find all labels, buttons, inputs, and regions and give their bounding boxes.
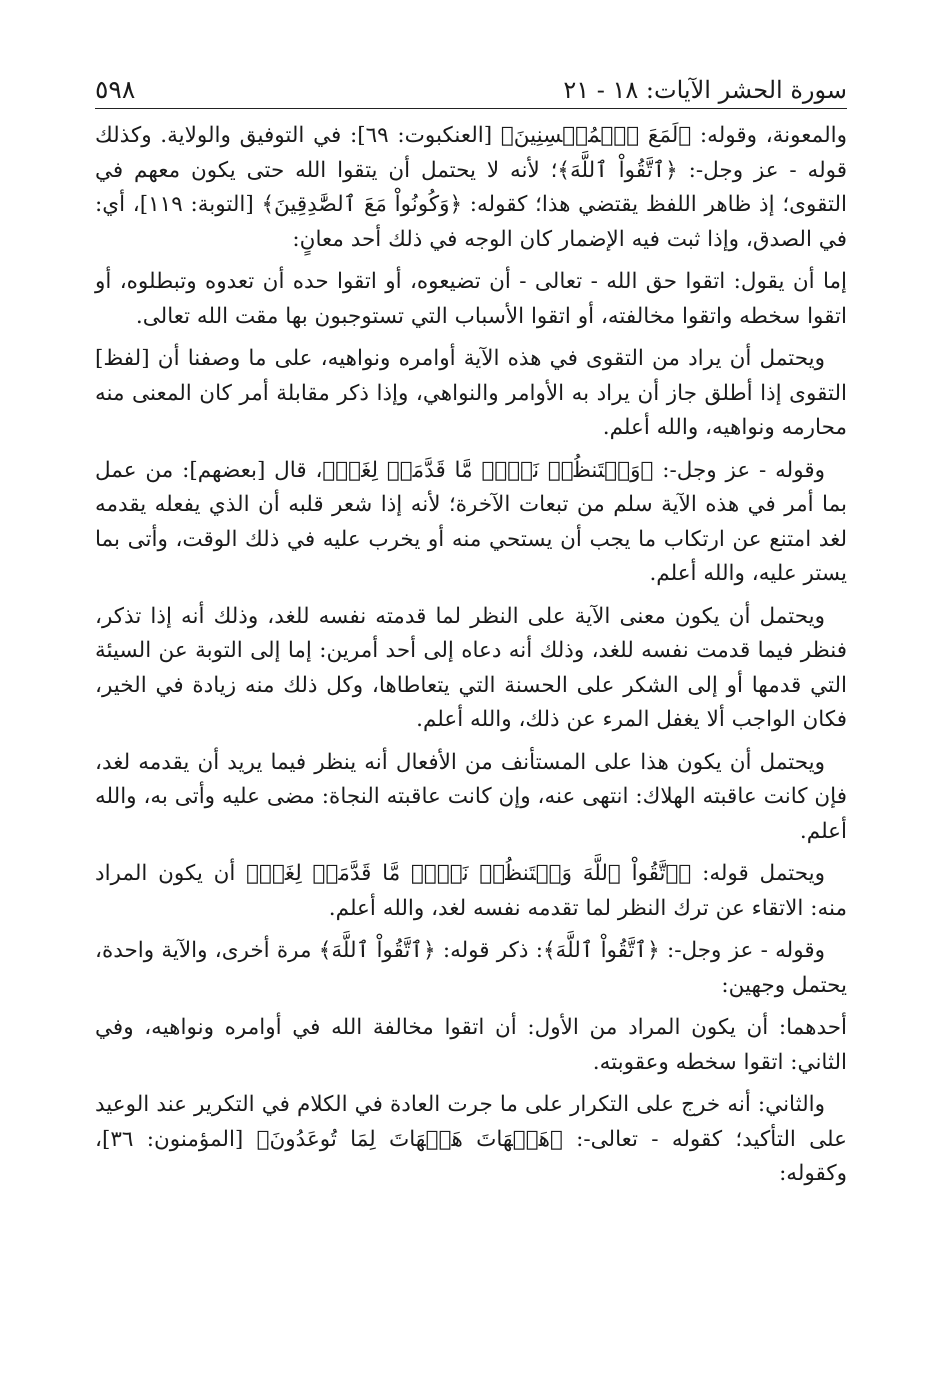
paragraph: ويحتمل أن يكون هذا على المستأنف من الأفعال أنه ينظر فيما يريد أن يقدمه لغد، فإن كانت عاقبته الهلاك: انتهى عنه، وإن كانت عاقبته النجاة: مضى عليه وأتى به، والله أعلم.: [95, 749, 847, 844]
surah-title: سورة الحشر الآيات: ١٨ - ٢١: [563, 76, 847, 104]
paragraph: وقوله - عز وجل-: ﴿ٱتَّقُواْ ٱللَّهَ﴾: ذكر قوله: ﴿ٱتَّقُواْ ٱللَّهَ﴾ مرة أخرى، والآية واحدة، يحتمل وجهين:: [95, 938, 847, 998]
paragraph: ويحتمل قوله: ﴿ٱتَّقُواْ ٱللَّهَ وَلۡتَنظُرۡ نَفۡسٞ مَّا قَدَّمَتۡ لِغَدٖ﴾ أن يكون المراد منه: الاتقاء عن ترك النظر لما تقدمه نفسه لغد، والله أعلم.: [95, 861, 847, 921]
paragraph: ويحتمل أن يراد من التقوى في هذه الآية أوامره ونواهيه، على ما وصفنا أن [لفظ] التقوى إذا أطلق جاز أن يراد به الأوامر والنواهي، وإذا ذكر مقابلة أمر كان المعنى منه محارمه ونواهيه، والله أعلم.: [95, 346, 847, 440]
paragraph: والمعونة، وقوله: ﴿لَمَعَ ٱلۡمُحۡسِنِينَ﴾ [العنكبوت: ٦٩]: في التوفيق والولاية. وكذلك قوله - عز وجل-: ﴿ٱتَّقُواْ ٱللَّهَ﴾؛ لأنه لا يحتمل أن يتقوا الله حتى يكون معهم في التقوى؛ إذ ظاهر اللفظ يقتضي هذا؛ كقوله: ﴿وَكُونُواْ مَعَ ٱلصَّٰدِقِينَ﴾ [التوبة: ١١٩]، أي: في الصدق، وإذا ثبت فيه الإضمار كان الوجه في ذلك أحد معانٍ:: [95, 123, 847, 252]
paragraph: والثاني: أنه خرج على التكرار على ما جرت العادة في الكلام في التكرير عند الوعيد على التأكيد؛ كقوله - تعالى-: ﴿هَيۡهَاتَ هَيۡهَاتَ لِمَا تُوعَدُونَ﴾ [المؤمنون: ٣٦]، وكقوله:: [95, 1092, 847, 1186]
paragraph: إما أن يقول: اتقوا حق الله - تعالى - أن تضيعوه، أو اتقوا حده أن تعدوه وتبطلوه، أو اتقوا سخطه واتقوا مخالفته، أو اتقوا الأسباب التي تستوجبون بها مقت الله تعالى.: [95, 269, 847, 329]
page-number: ٥٩٨: [95, 75, 136, 104]
paragraph: وقوله - عز وجل-: ﴿وَلۡتَنظُرۡ نَفۡسٞ مَّا قَدَّمَتۡ لِغَدٖ﴾، قال [بعضهم]: من عمل بما أمر في هذه الآية سلم من تبعات الآخرة؛ لأنه إذا شعر قلبه أن الذي يفعله يقدمه لغد امتنع عن ارتكاب ما يجب أن يستحي منه أو يخرب عليه في ذلك الوقت، وأتى بما يستر عليه، والله أعلم.: [95, 457, 847, 586]
paragraph: أحدهما: أن يكون المراد من الأول: أن اتقوا مخالفة الله في أوامره ونواهيه، وفي الثاني: اتقوا سخطه وعقوبته.: [95, 1015, 847, 1075]
body-text: [95, 119, 847, 1192]
running-header: [95, 58, 847, 102]
header-rule: [95, 108, 847, 109]
paragraph: ويحتمل أن يكون معنى الآية على النظر لما قدمته نفسه للغد، وذلك أنه إذا تذكر، فنظر فيما قدمت نفسه للغد، وذلك أنه دعاه إلى أحد أمرين: إما إلى التوبة عن السيئة التي قدمها أو إلى الشكر على الحسنة التي يتعاطاها، وكل ذلك منه زيادة في الخير، فكان الواجب ألا يغفل المرء عن ذلك، والله أعلم.: [95, 603, 847, 732]
